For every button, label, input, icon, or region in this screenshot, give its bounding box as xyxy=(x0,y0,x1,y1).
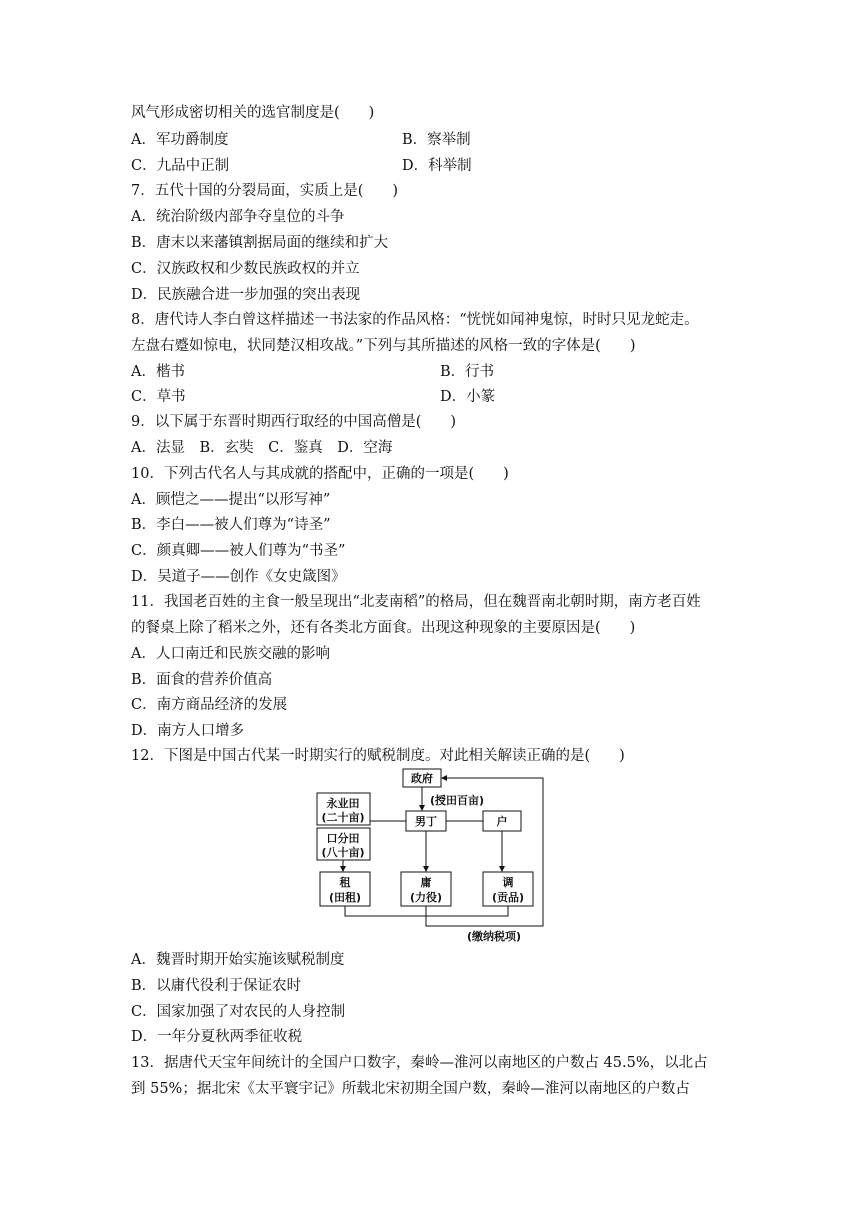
q11-option-d: D．南方人口增多 xyxy=(131,723,245,739)
q11-option-b: B．面食的营养价值高 xyxy=(131,672,273,688)
gov-label: 政府 xyxy=(411,772,433,785)
q6-option-d: D．科举制 xyxy=(402,158,472,174)
q9-stem: 9．以下属于东晋时期西行取经的中国高僧是( ) xyxy=(131,414,457,430)
q7-option-c: C．汉族政权和少数民族政权的并立 xyxy=(131,261,360,277)
q6-stem: 风气形成密切相关的选官制度是( ) xyxy=(131,105,375,121)
q8-option-a: A．楷书 xyxy=(131,364,185,380)
q8-option-c: C．草书 xyxy=(131,389,186,405)
q6-option-a: A．军功爵制度 xyxy=(131,132,229,148)
q6-option-b: B．察举制 xyxy=(402,132,471,148)
q11-option-a: A．人口南迁和民族交融的影响 xyxy=(131,646,330,662)
q8-stem-line1: 8．唐代诗人李白曾这样描述一书法家的作品风格：“恍恍如闻神鬼惊，时时只见龙蛇走。 xyxy=(131,312,699,328)
pay-label: (缴纳税项) xyxy=(466,930,522,943)
q7-option-d: D．民族融合进一步加强的突出表现 xyxy=(131,287,361,303)
q13-stem-line2: 到 55%；据北宋《太平寰宇记》所载北宋初期全国户数，秦岭—淮河以南地区的户数占 xyxy=(131,1081,690,1097)
q11-stem-line1: 11．我国老百姓的主食一般呈现出“北麦南稻”的格局，但在魏晋南北朝时期，南方老百姓 xyxy=(131,594,701,610)
q7-option-a: A．统治阶级内部争夺皇位的斗争 xyxy=(131,209,345,225)
q12-option-b: B．以庸代役利于保证农时 xyxy=(131,978,302,994)
q10-stem: 10．下列古代名人与其成就的搭配中，正确的一项是( ) xyxy=(131,466,509,482)
q11-stem-line2: 的餐桌上除了稻米之外，还有各类北方面食。出现这种现象的主要原因是( ) xyxy=(131,620,636,636)
q7-option-b: B．唐末以来藩镇割据局面的继续和扩大 xyxy=(131,235,389,251)
tax-system-diagram xyxy=(312,766,552,944)
q10-option-c: C．颜真卿——被人们尊为“书圣” xyxy=(131,543,346,559)
zu-sub-label: (田租) xyxy=(328,891,362,904)
q10-option-b: B．李白——被人们尊为“诗圣” xyxy=(131,517,331,533)
q10-option-d: D．吴道子——创作《女史箴图》 xyxy=(131,569,346,585)
q6-option-c: C．九品中正制 xyxy=(131,158,230,174)
q7-stem: 7．五代十国的分裂局面，实质上是( ) xyxy=(131,183,399,199)
q12-stem: 12．下图是中国古代某一时期实行的赋税制度。对此相关解读正确的是( ) xyxy=(131,748,625,764)
q10-option-a: A．顾恺之——提出“以形写神” xyxy=(131,492,331,508)
diao-sub-label: (贡品) xyxy=(491,891,525,904)
q8-option-b: B．行书 xyxy=(440,364,495,380)
koufen-area-label: (八十亩) xyxy=(321,846,365,859)
zu-label: 租 xyxy=(339,876,351,889)
q12-option-a: A．魏晋时期开始实施该赋税制度 xyxy=(131,952,345,968)
q9-options: A．法显 B．玄奘 C．鉴真 D．空海 xyxy=(131,440,393,456)
q13-stem-line1: 13．据唐代天宝年间统计的全国户口数字，秦岭—淮河以南地区的户数占 45.5%，以北占 xyxy=(131,1055,708,1071)
koufen-label: 口分田 xyxy=(326,832,360,845)
q11-option-c: C．南方商品经济的发展 xyxy=(131,697,288,713)
male-label: 男丁 xyxy=(415,815,437,828)
hu-label: 户 xyxy=(496,815,508,828)
q12-option-d: D．一年分夏秋两季征收税 xyxy=(131,1029,303,1045)
q8-option-d: D．小篆 xyxy=(440,389,496,405)
yongye-area-label: (二十亩) xyxy=(321,811,365,824)
yong-label: 庸 xyxy=(420,876,432,889)
grant-label: (授田百亩) xyxy=(429,794,485,807)
yong-sub-label: (力役) xyxy=(409,891,443,904)
q8-stem-line2: 左盘右蹙如惊电，状同楚汉相攻战。”下列与其所描述的风格一致的字体是( ) xyxy=(131,338,636,354)
yongye-label: 永业田 xyxy=(326,797,360,810)
q12-option-c: C．国家加强了对农民的人身控制 xyxy=(131,1004,346,1020)
diao-label: 调 xyxy=(502,876,514,889)
